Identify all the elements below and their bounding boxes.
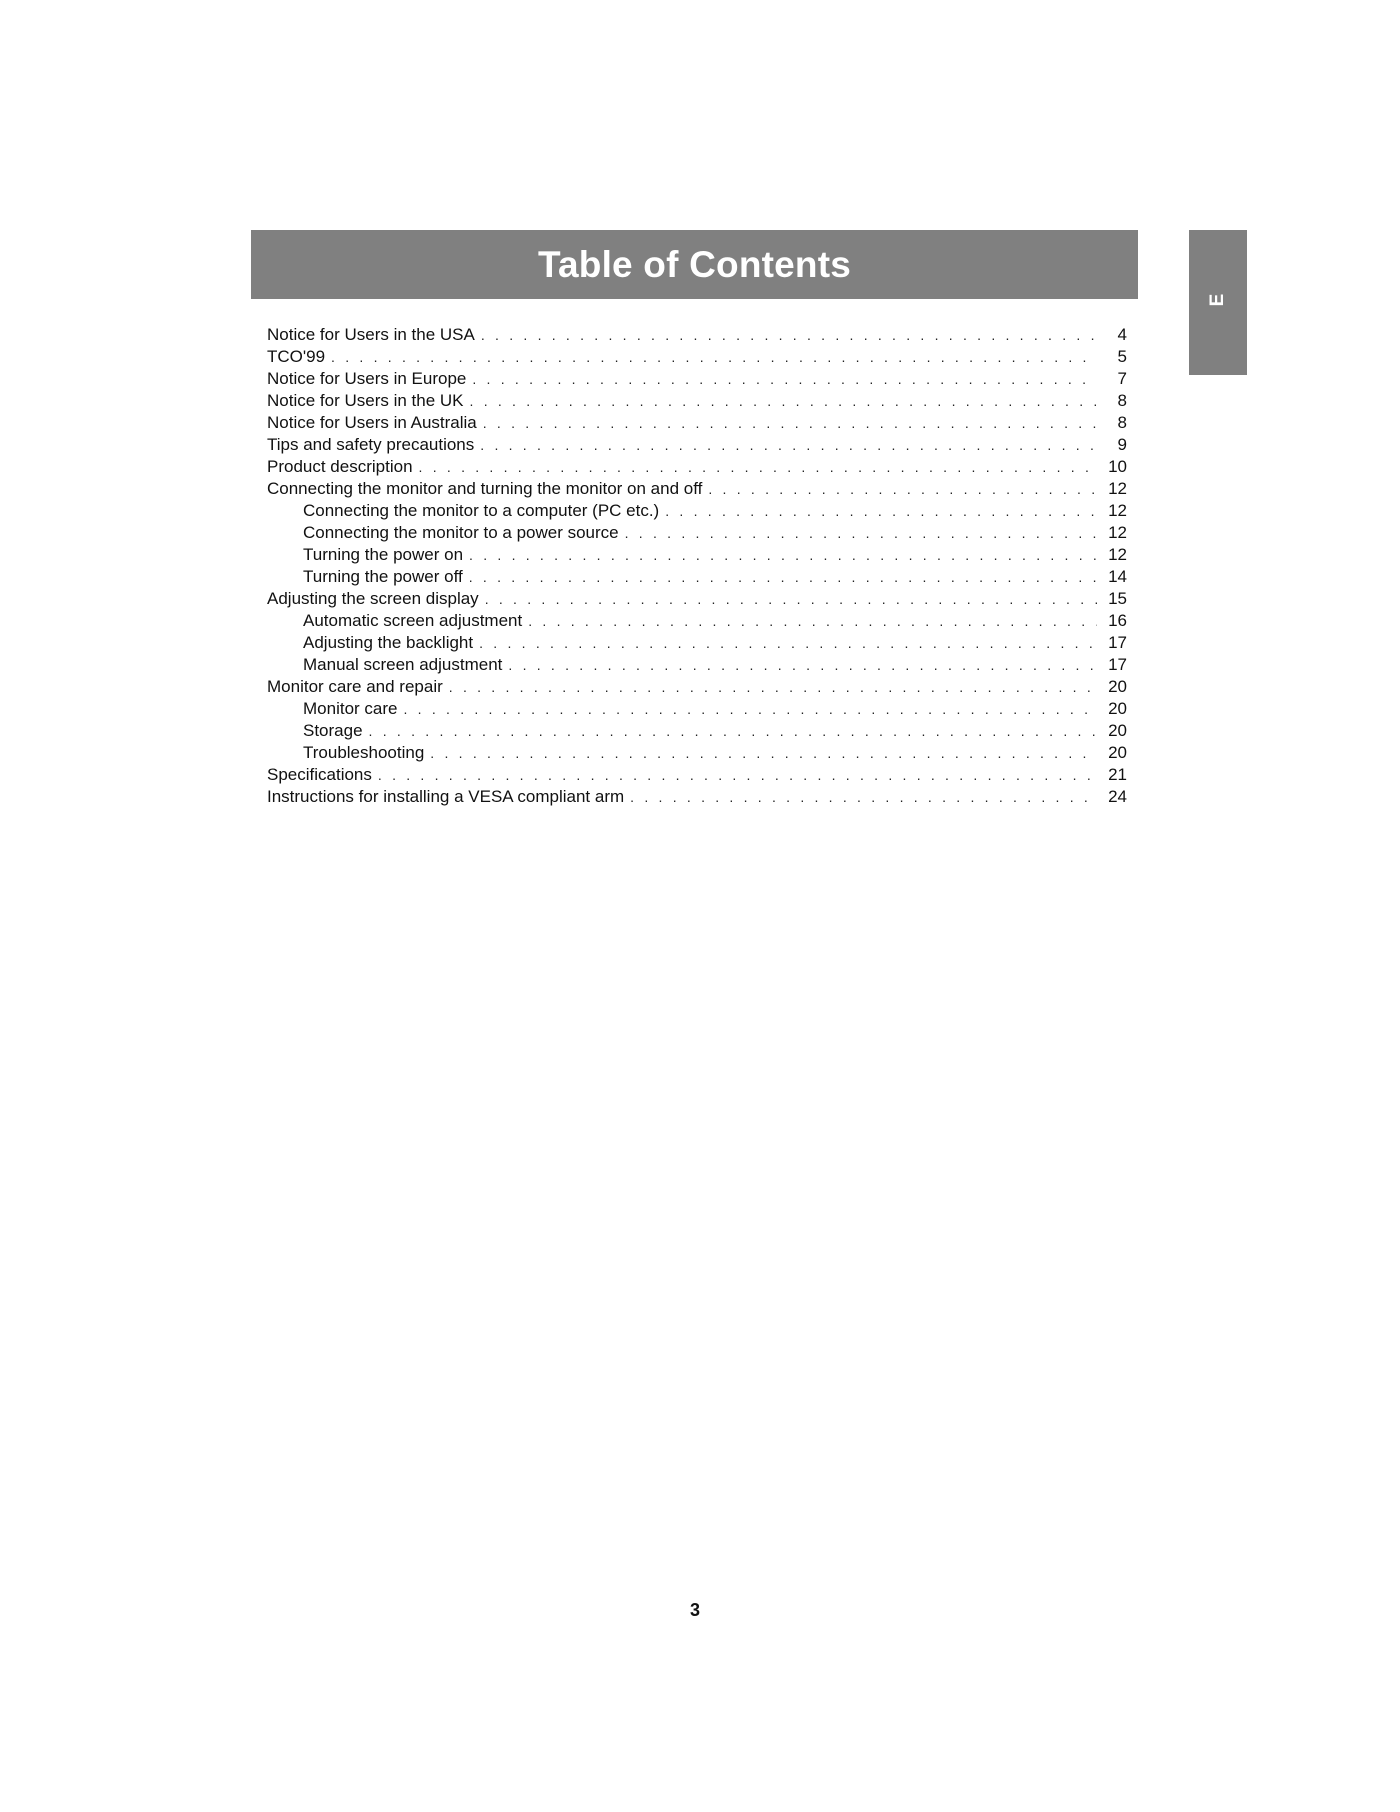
language-tab-letter: E xyxy=(1207,293,1228,307)
table-of-contents xyxy=(267,324,1127,808)
toc-entry-title: Manual screen adjustment xyxy=(303,655,503,674)
toc-entry-title: Specifications xyxy=(267,765,372,784)
toc-entry-page: 20 xyxy=(1108,743,1127,762)
toc-entry-title: Notice for Users in Australia xyxy=(267,413,477,432)
toc-entry-page: 20 xyxy=(1108,721,1127,740)
toc-entry-title: Troubleshooting xyxy=(303,743,425,762)
toc-entry[interactable] xyxy=(267,434,1127,456)
toc-dot-leader xyxy=(630,786,1097,808)
toc-entry-page: 12 xyxy=(1108,501,1127,520)
title-banner xyxy=(251,230,1138,299)
toc-entry-title: Notice for Users in the USA xyxy=(267,325,475,344)
toc-entry-title: Connecting the monitor to a computer (PC etc.) xyxy=(303,501,660,520)
toc-dot-leader xyxy=(508,654,1097,676)
toc-entry-page: 20 xyxy=(1108,699,1127,718)
toc-entry-page: 24 xyxy=(1108,787,1127,806)
toc-entry-title: Connecting the monitor and turning the monitor on and off xyxy=(267,479,703,498)
toc-dot-leader xyxy=(481,324,1097,346)
toc-entry-page: 9 xyxy=(1117,435,1127,454)
toc-dot-leader xyxy=(449,676,1097,698)
toc-entry-page: 7 xyxy=(1117,369,1127,388)
toc-entry-title: Connecting the monitor to a power source xyxy=(303,523,619,542)
toc-entry[interactable] xyxy=(267,390,1127,412)
toc-entry-page: 5 xyxy=(1117,347,1127,366)
toc-entry-title: Tips and safety precautions xyxy=(267,435,475,454)
toc-dot-leader xyxy=(665,500,1097,522)
toc-entry-page: 15 xyxy=(1108,589,1127,608)
toc-subentry[interactable] xyxy=(267,654,1127,676)
toc-subentry[interactable] xyxy=(267,544,1127,566)
toc-subentry[interactable] xyxy=(267,720,1127,742)
page-number: 3 xyxy=(689,1600,700,1620)
toc-dot-leader xyxy=(528,610,1097,632)
toc-entry-page: 21 xyxy=(1108,765,1127,784)
toc-entry-title: Monitor care xyxy=(303,699,398,718)
toc-entry-page: 10 xyxy=(1108,457,1127,476)
toc-entry-page: 12 xyxy=(1108,523,1127,542)
toc-entry-title: Notice for Users in the UK xyxy=(267,391,464,410)
toc-subentry[interactable] xyxy=(267,742,1127,764)
toc-dot-leader xyxy=(419,456,1097,478)
toc-entry-title: Notice for Users in Europe xyxy=(267,369,467,388)
toc-dot-leader xyxy=(483,412,1097,434)
toc-subentry[interactable] xyxy=(267,610,1127,632)
toc-entry-title: Adjusting the screen display xyxy=(267,589,479,608)
toc-entry[interactable] xyxy=(267,676,1127,698)
toc-entry[interactable] xyxy=(267,478,1127,500)
toc-entry-title: Adjusting the backlight xyxy=(303,633,474,652)
toc-dot-leader xyxy=(469,566,1097,588)
toc-entry-title: Instructions for installing a VESA compliant arm xyxy=(267,787,625,806)
toc-entry-page: 17 xyxy=(1108,655,1127,674)
toc-subentry[interactable] xyxy=(267,698,1127,720)
toc-entry-page: 8 xyxy=(1117,391,1127,410)
toc-dot-leader xyxy=(708,478,1097,500)
toc-entry[interactable] xyxy=(267,368,1127,390)
language-tab xyxy=(1189,230,1247,375)
toc-entry-page: 12 xyxy=(1108,479,1127,498)
toc-dot-leader xyxy=(378,764,1097,786)
toc-dot-leader xyxy=(625,522,1097,544)
toc-dot-leader xyxy=(479,632,1097,654)
toc-entry-title: Turning the power on xyxy=(303,545,464,564)
toc-entry[interactable] xyxy=(267,346,1127,368)
toc-entry-page: 4 xyxy=(1117,325,1127,344)
toc-entry-title: TCO'99 xyxy=(267,347,326,366)
toc-entry-page: 17 xyxy=(1108,633,1127,652)
toc-dot-leader xyxy=(331,346,1097,368)
toc-entry-title: Automatic screen adjustment xyxy=(303,611,523,630)
toc-dot-leader xyxy=(485,588,1097,610)
toc-entry-title: Product description xyxy=(267,457,413,476)
toc-subentry[interactable] xyxy=(267,566,1127,588)
toc-entry[interactable] xyxy=(267,456,1127,478)
toc-entry[interactable] xyxy=(267,324,1127,346)
toc-entry-page: 16 xyxy=(1108,611,1127,630)
toc-entry[interactable] xyxy=(267,786,1127,808)
page-title: Table of Contents xyxy=(537,243,852,285)
toc-entry-title: Turning the power off xyxy=(303,567,463,586)
toc-entry-title: Storage xyxy=(303,721,363,740)
toc-entry-page: 12 xyxy=(1108,545,1127,564)
toc-entry-page: 20 xyxy=(1108,677,1127,696)
toc-dot-leader xyxy=(403,698,1097,720)
toc-dot-leader xyxy=(430,742,1097,764)
toc-entry-title: Monitor care and repair xyxy=(267,677,443,696)
toc-entry[interactable] xyxy=(267,764,1127,786)
toc-subentry[interactable] xyxy=(267,500,1127,522)
toc-dot-leader xyxy=(470,390,1097,412)
toc-entry[interactable] xyxy=(267,588,1127,610)
toc-subentry[interactable] xyxy=(267,522,1127,544)
toc-dot-leader xyxy=(469,544,1097,566)
toc-entry[interactable] xyxy=(267,412,1127,434)
toc-dot-leader xyxy=(369,720,1097,742)
toc-subentry[interactable] xyxy=(267,632,1127,654)
toc-entry-page: 14 xyxy=(1108,567,1127,586)
toc-dot-leader xyxy=(472,368,1097,390)
toc-dot-leader xyxy=(480,434,1097,456)
toc-entry-page: 8 xyxy=(1117,413,1127,432)
